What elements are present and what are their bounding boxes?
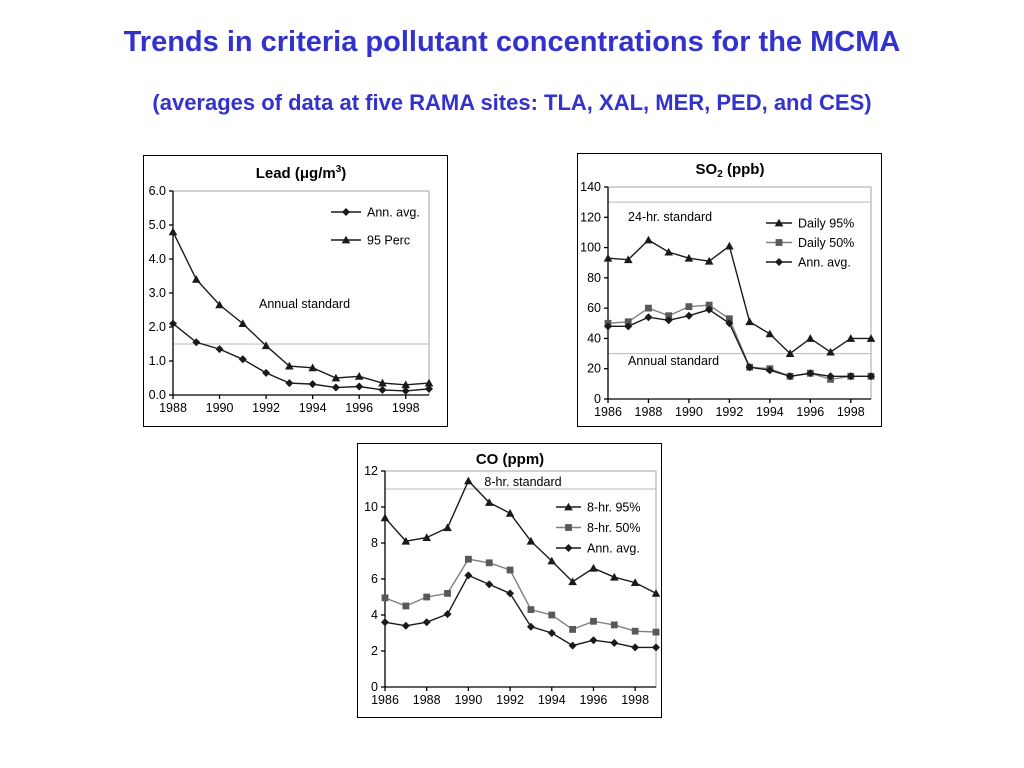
y-tick-label: 10: [364, 500, 378, 514]
x-tick-label: 1996: [579, 693, 608, 707]
diamond-marker: [652, 643, 660, 651]
square-marker: [507, 567, 514, 574]
slide-subtitle: (averages of data at five RAMA sites: TLA, XAL, MER, PED, and CES): [152, 90, 872, 115]
diamond-marker: [423, 618, 431, 626]
square-marker: [465, 556, 472, 563]
diamond-marker: [216, 345, 224, 353]
diamond-marker: [444, 610, 452, 618]
square-marker: [548, 612, 555, 619]
legend-label: 8-hr. 95%: [587, 500, 641, 515]
triangle-marker: [610, 573, 619, 581]
x-tick-label: 1990: [454, 693, 483, 707]
square-marker: [486, 559, 493, 566]
diamond-marker: [381, 618, 389, 626]
standard-label: 8-hr. standard: [484, 475, 562, 489]
square-marker: [653, 629, 660, 636]
triangle-marker: [464, 477, 473, 485]
diamond-marker: [402, 622, 410, 630]
chart-title: Lead $(\mu g/m^3)$: [255, 164, 347, 182]
y-tick-label: 4: [371, 608, 378, 622]
triangle-marker: [766, 330, 775, 338]
diamond-marker: [262, 369, 270, 377]
legend-label: Daily 50%: [798, 236, 855, 250]
triangle-marker: [422, 533, 431, 541]
diamond-marker: [309, 380, 317, 388]
slide-title: Trends in criteria pollutant concentrations for the MCMA: [123, 26, 901, 58]
y-tick-label: 1.0: [148, 354, 166, 368]
triangle-marker: [443, 523, 452, 531]
square-marker: [611, 622, 618, 629]
square-marker: [528, 606, 535, 613]
triangle-marker: [652, 589, 660, 597]
square-marker: [645, 305, 652, 312]
y-tick-label: 12: [364, 464, 378, 478]
diamond-marker: [685, 312, 693, 320]
diamond-marker: [527, 623, 535, 631]
plot-area: [173, 191, 429, 395]
y-tick-label: 120: [580, 210, 601, 225]
square-marker: [565, 524, 572, 531]
x-tick-label: 1996: [796, 405, 825, 419]
legend: [556, 501, 641, 556]
triangle-marker: [192, 275, 201, 283]
diamond-marker: [569, 642, 577, 650]
y-tick-label: 0: [371, 680, 378, 694]
square-marker: [776, 239, 783, 246]
diamond-marker: [378, 386, 386, 394]
legend: [331, 206, 420, 248]
x-tick-label: 1992: [252, 401, 280, 415]
diamond-marker: [775, 258, 783, 266]
x-tick-label: 1992: [715, 405, 744, 419]
diamond-marker: [285, 379, 293, 387]
diamond-marker: [355, 383, 363, 391]
diamond-marker: [548, 629, 556, 637]
series-8-hr-50-: [382, 556, 660, 636]
triangle-marker: [381, 514, 390, 522]
y-tick-label: 40: [587, 331, 601, 346]
x-tick-label: 1986: [371, 693, 399, 707]
diamond-marker: [342, 208, 350, 216]
x-tick-label: 1990: [675, 405, 703, 419]
y-tick-label: 6: [371, 572, 378, 586]
triangle-marker: [745, 317, 754, 325]
y-tick-label: 100: [580, 240, 601, 255]
triangle-marker: [506, 509, 515, 517]
square-marker: [382, 595, 389, 602]
legend-label: Ann. avg.: [798, 255, 851, 270]
y-tick-label: 0.0: [148, 388, 166, 402]
y-tick-label: 4.0: [148, 252, 166, 266]
x-tick-label: 1994: [755, 405, 784, 419]
y-tick-label: 80: [587, 270, 601, 285]
diamond-marker: [464, 571, 472, 579]
series-line: [173, 324, 429, 391]
square-marker: [569, 626, 576, 633]
legend-label: Ann. avg.: [367, 205, 420, 220]
co-chart-svg: [358, 444, 660, 716]
triangle-marker: [664, 248, 673, 256]
legend-label: Daily 95%: [798, 216, 855, 231]
legend: [766, 217, 854, 270]
square-marker: [423, 594, 430, 601]
series-daily-50-: [605, 302, 875, 383]
x-tick-label: 1998: [836, 405, 865, 419]
x-tick-label: 1996: [345, 401, 374, 415]
square-marker: [590, 618, 597, 625]
lead-chart-svg: [144, 156, 446, 425]
chart-so2: [577, 153, 882, 427]
y-tick-label: 140: [580, 180, 601, 194]
diamond-marker: [610, 639, 618, 647]
y-tick-label: 20: [587, 361, 601, 376]
diamond-marker: [332, 384, 340, 392]
so2-chart-svg: [578, 154, 880, 425]
series-daily-95-: [604, 236, 876, 357]
standard-label: Annual standard: [259, 297, 351, 311]
standard-lines: [173, 297, 429, 344]
legend-label: 95 Perc: [367, 233, 411, 248]
legend-label: Ann. avg.: [587, 541, 640, 556]
diamond-marker: [589, 636, 597, 644]
diamond-marker: [565, 544, 573, 552]
x-tick-label: 1994: [298, 401, 327, 415]
x-tick-label: 1990: [205, 401, 234, 415]
x-tick-label: 1988: [159, 401, 187, 415]
diamond-marker: [485, 580, 493, 588]
chart-lead: [143, 155, 448, 427]
y-tick-label: 2.0: [148, 320, 166, 334]
chart-title: CO (ppm): [475, 451, 545, 468]
y-tick-label: 5.0: [148, 218, 166, 232]
standard-lines: [385, 475, 656, 489]
legend-label: 8-hr. 50%: [587, 521, 641, 535]
triangle-marker: [169, 228, 178, 236]
x-tick-label: 1992: [496, 693, 524, 707]
triangle-marker: [826, 348, 835, 356]
chart-co: [357, 443, 662, 718]
series-8-hr-95-: [381, 477, 660, 597]
y-tick-label: 3.0: [148, 286, 166, 300]
square-marker: [402, 603, 409, 610]
y-tick-label: 2: [371, 644, 378, 658]
series-line: [385, 575, 656, 647]
triangle-marker: [725, 242, 734, 250]
square-marker: [686, 303, 693, 310]
x-tick-label: 1988: [412, 693, 441, 707]
x-tick-label: 1994: [537, 693, 566, 707]
square-marker: [632, 628, 639, 635]
x-tick-label: 1998: [621, 693, 650, 707]
x-tick-label: 1998: [391, 401, 420, 415]
diamond-marker: [239, 355, 247, 363]
triangle-marker: [589, 564, 598, 572]
y-tick-label: 8: [371, 536, 378, 550]
y-tick-label: 60: [587, 301, 601, 316]
triangle-marker: [644, 236, 653, 244]
diamond-marker: [631, 643, 639, 651]
standard-label: 24-hr. standard: [628, 210, 713, 224]
diamond-marker: [644, 313, 652, 321]
y-tick-label: 6.0: [148, 184, 166, 198]
y-tick-label: 0: [594, 392, 601, 406]
diamond-marker: [506, 589, 514, 597]
x-tick-label: 1986: [594, 405, 622, 419]
x-tick-label: 1988: [634, 405, 663, 419]
standard-label: Annual standard: [628, 354, 720, 368]
series-ann-avg-: [381, 571, 660, 651]
square-marker: [444, 590, 451, 597]
chart-title: $SO_2$ (ppb): [695, 161, 765, 180]
triangle-marker: [806, 334, 815, 342]
